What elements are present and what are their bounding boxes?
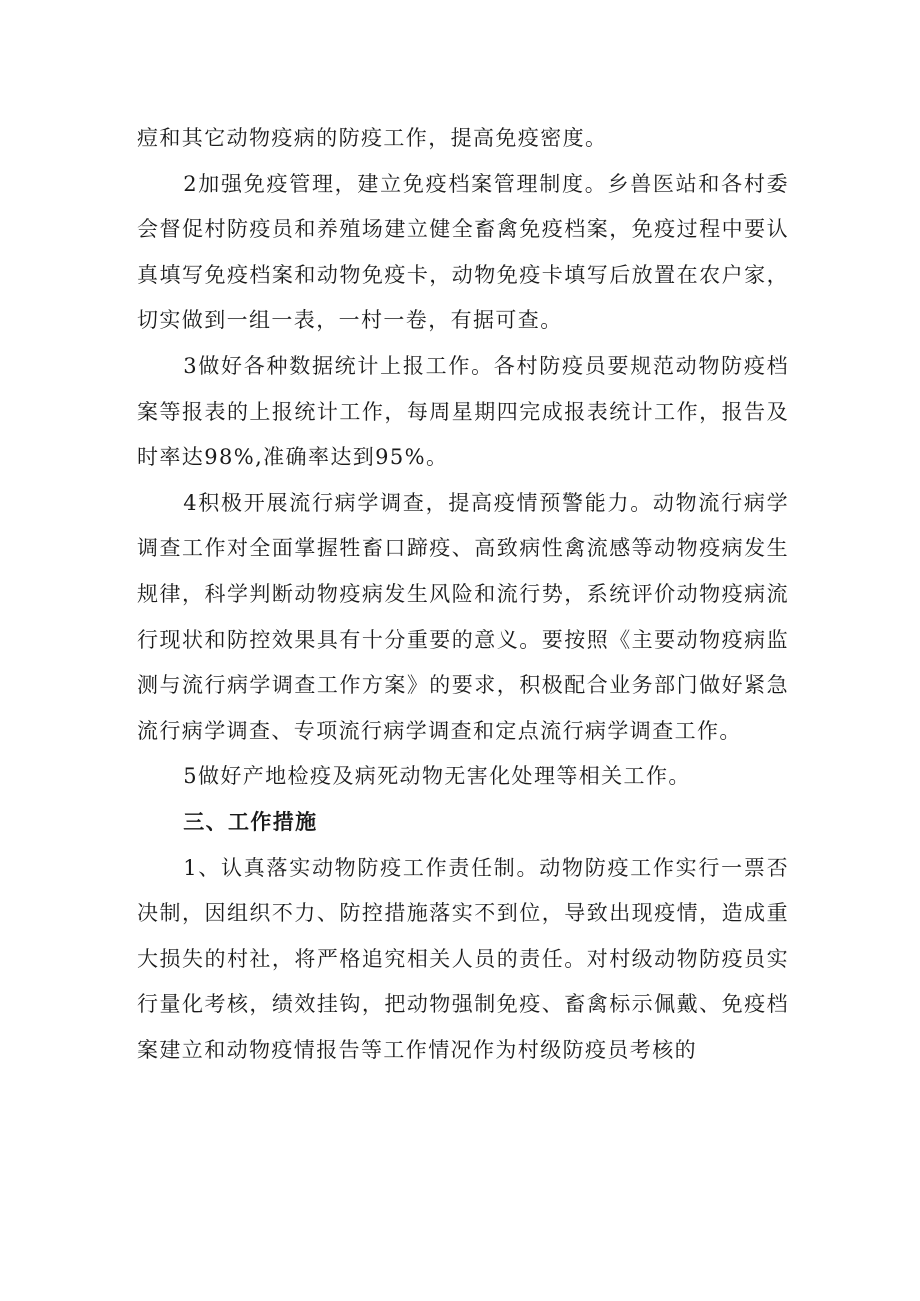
section-heading: 三、工作措施 xyxy=(183,809,318,834)
paragraph-quarantine: 5做好产地检疫及病死动物无害化处理等相关工作。 xyxy=(183,764,691,789)
paragraph-epidemiological-survey: 4积极开展流行病学调查，提高疫情预警能力。动物流行病学调查工作对全面掌握牲畜口蹄疫、高致病性禽流感等动物疫病发生规律，科学判断动物疫病发生风险和流行势，系统评价动物疫病流行现状和防控效果具有十分重要的意义。要按照《主要动物疫病监测与流行病学调查工作方案》的要求，积极配合业务部门做好紧急流行病学调查、专项流行病学调查和定点流行病学调查工作。 xyxy=(137,490,789,743)
document-body xyxy=(137,116,789,1073)
paragraph-responsibility-system: 1、认真落实动物防疫工作责任制。动物防疫工作实行一票否决制，因组织不力、防控措施落实不到位，导致出现疫情，造成重大损失的村社，将严格追究相关人员的责任。对村级动物防疫员实行量化考核，绩效挂钩，把动物强制免疫、畜禽标示佩戴、免疫档案建立和动物疫情报告等工作情况作为村级防疫员考核的 xyxy=(137,855,789,1062)
paragraph-continuation: 痘和其它动物疫病的防疫工作，提高免疫密度。 xyxy=(137,126,608,150)
paragraph-data-reporting: 3做好各种数据统计上报工作。各村防疫员要规范动物防疫档案等报表的上报统计工作，每周星期四完成报表统计工作，报告及时率达98%,准确率达到95%。 xyxy=(137,353,789,470)
paragraph-immunization-management: 2加强免疫管理，建立免疫档案管理制度。乡兽医站和各村委会督促村防疫员和养殖场建立健全畜禽免疫档案，免疫过程中要认真填写免疫档案和动物免疫卡，动物免疫卡填写后放置在农户家，切实做到一组一表，一村一卷，有据可查。 xyxy=(137,171,789,333)
